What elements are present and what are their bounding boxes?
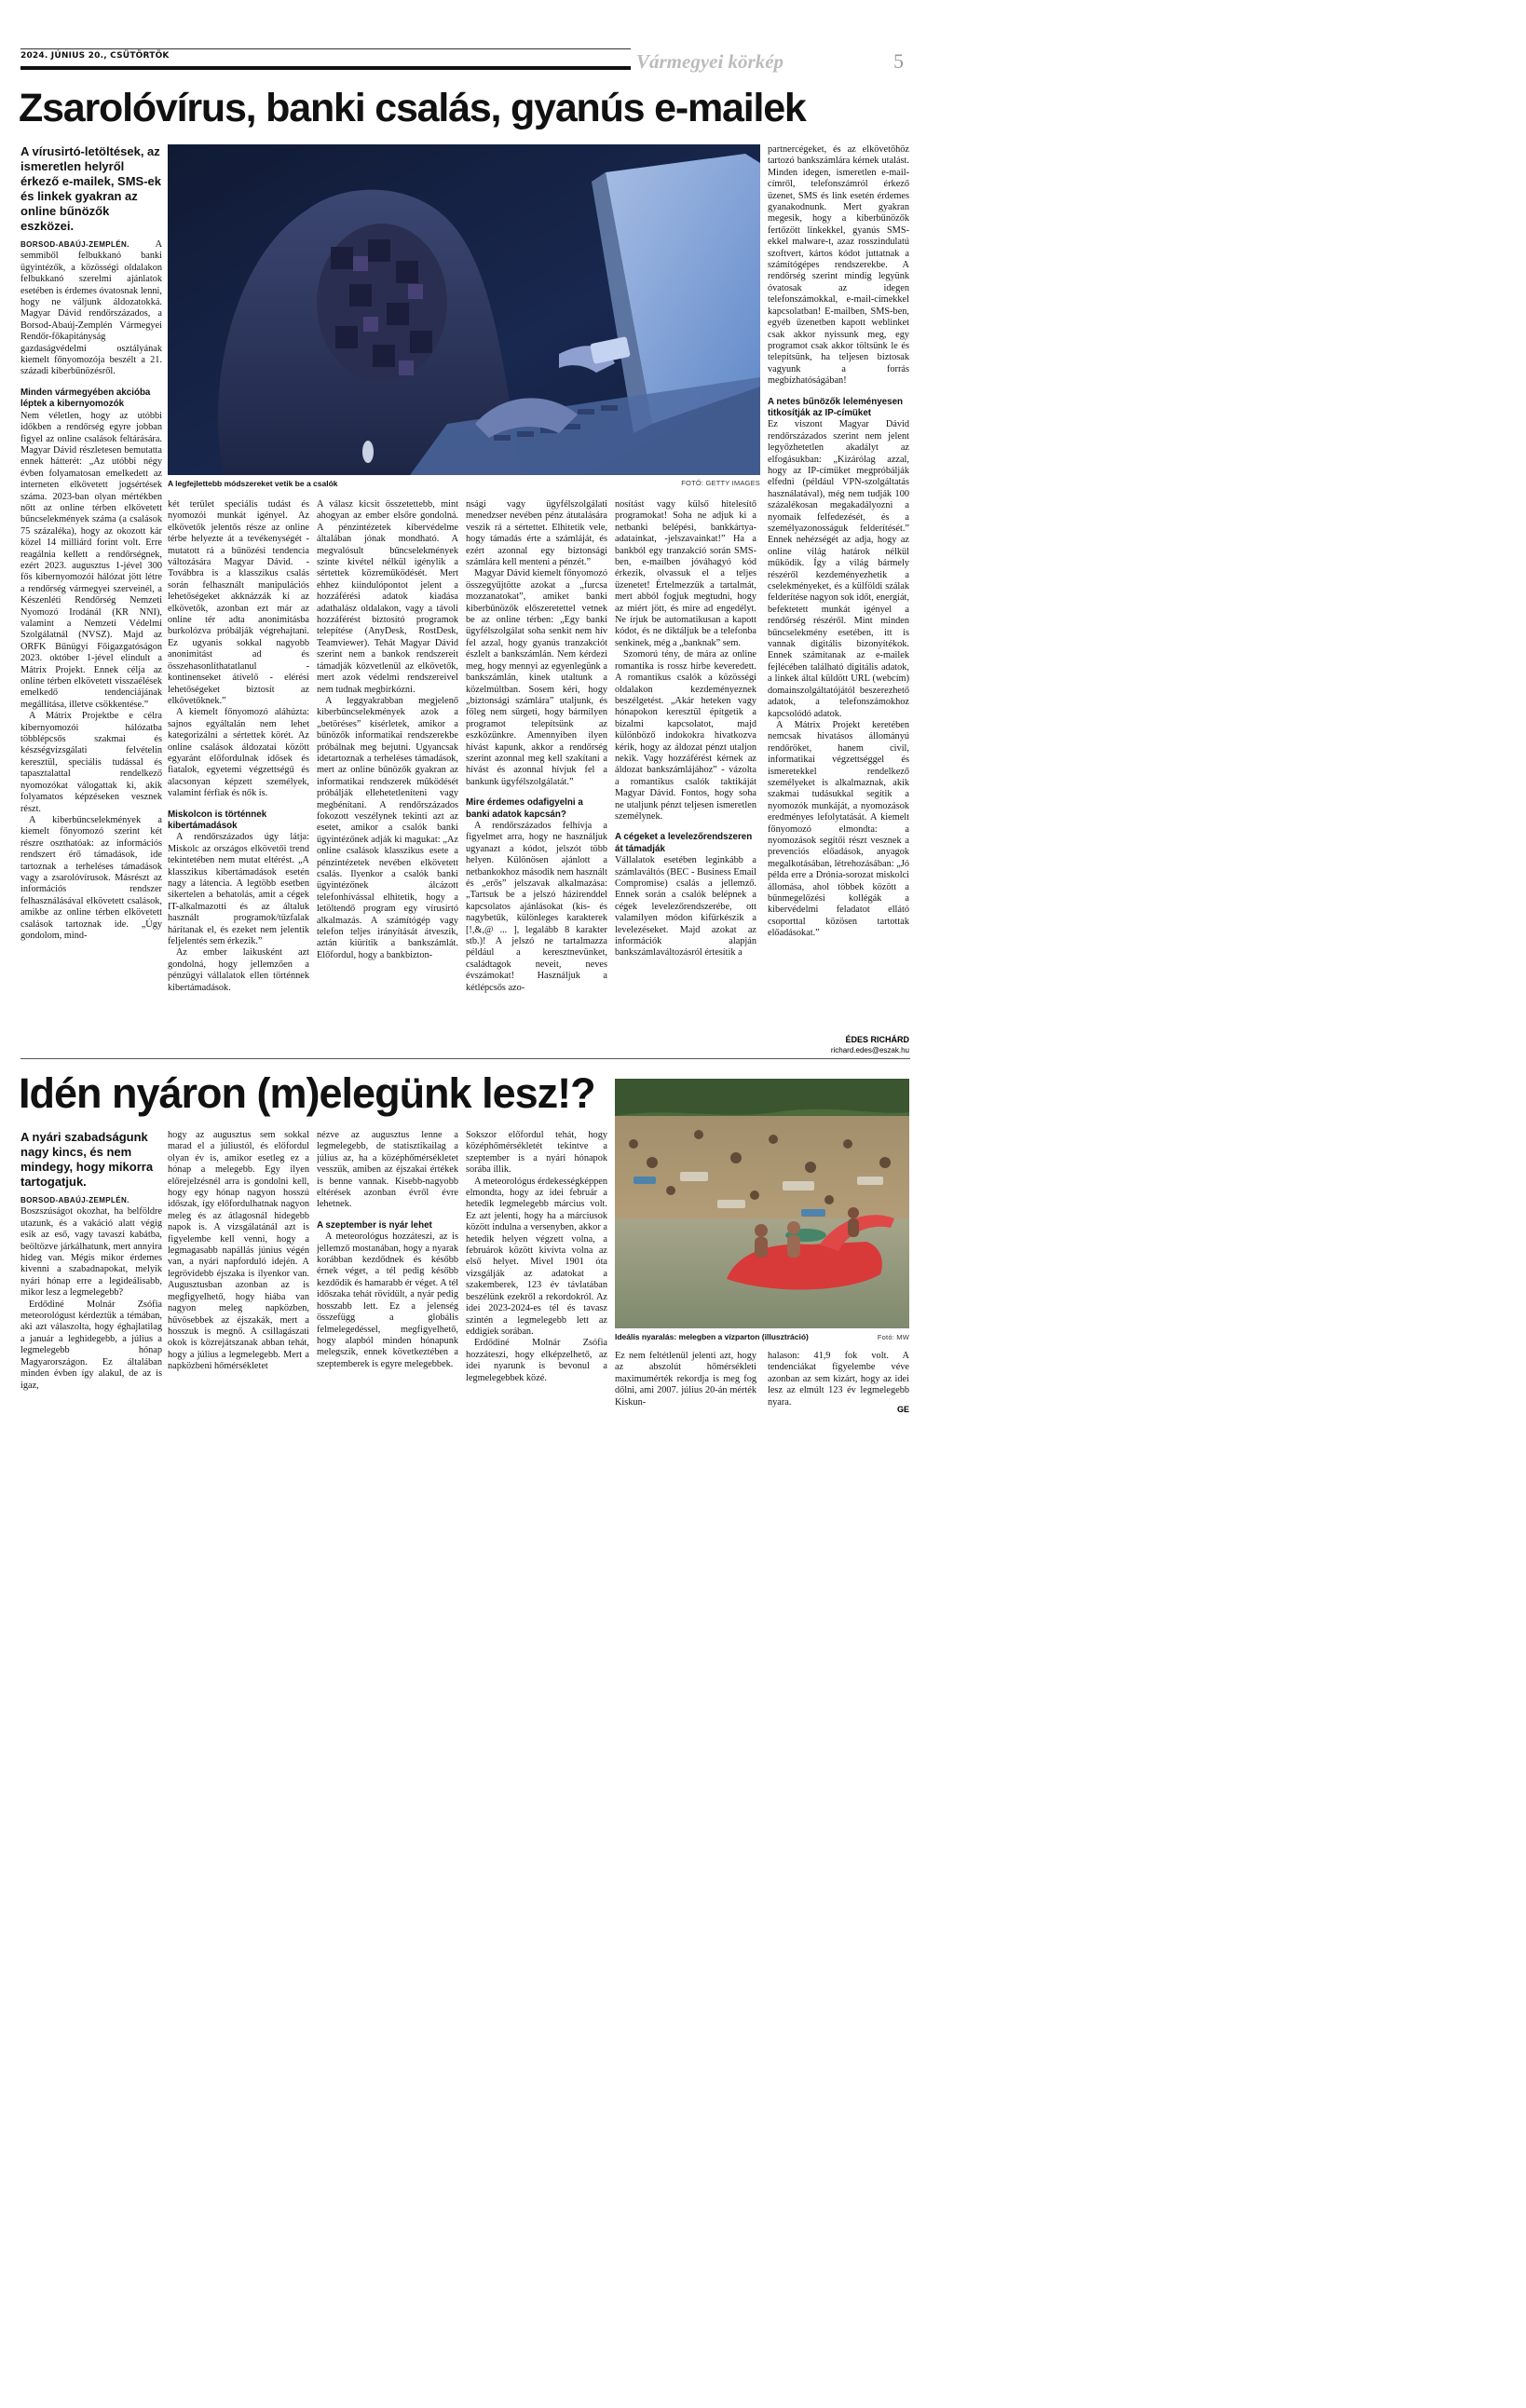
article1-column-2	[168, 499, 309, 1056]
beach-photo	[615, 1079, 909, 1328]
article2-column-6	[768, 1351, 909, 1435]
article1-col5-paragraph-3: Vállalatok esetében leginkább a számlaváltós (BEC - Business Email Compromise) csalás a jellemző. Ennek során a csalók belépnek a cégek levelezőrendszerébe, ott valamilyen módon kifürkészik a levelezéseket. Majd azokat az információk alapján bankszámlaváltozásról értesítik a	[615, 855, 756, 959]
section-title: Vármegyei körkép	[636, 50, 784, 73]
article1-col6-paragraph-3: A Mátrix Projekt keretében nemcsak hivatásos állományú rendőröket, hanem civil, informatikai végzettséggel és ismeretekkel rendelkező személyeket is alkalmaznak, akik szakmai tudásukkal segítik a nyomozók munkáját, a nyomozások eredményes lefolytatását. A kiemelt főnyomozó elmondta: a nyomozások segítői részt vesznek a prevenciós előadások, anyagok megalkotásában, létrehozásában: „Jó példa erre a Drónia-sorozat miskolci állomása, ahol többek között a bűnmegelőzési kollégák a kibervédelmi feladatot ellátó csoporttal közösen tartottak előadásokat.”	[768, 719, 909, 939]
article2-subheading-1: A szeptember is nyár lehet	[317, 1219, 432, 1231]
article2-col1-paragraph-1: Boszszúságot okozhat, ha belföldre utazunk, és a vakáció alatt végig esik az eső, vagy tavaszi kabátba, beöltözve járkálhatunk, mert annyira hideg van. Mégis mikor érdemes kivenni a szabadnapokat, melyik nyári hónap erre a legideálisabb, mikor lesz a legmelegebb?	[20, 1206, 162, 1299]
article1-author-email[interactable]: richard.edes@eszak.hu	[830, 1046, 909, 1054]
article1-intro: A semmiből felbukkanó banki ügyintézők, a közösségi oldalakon felbukkanó szerelmi ajánlatok esetében is érdemes óvatosnak lenni, hogy ne váljunk áldozatokká. Magyar Dávid rendőrszázados, a Borsod-Abaúj-Zemplén Vármegyei Rendőr-főkapitányság gazdaságvédelmi osztályának kiemelt főnyomozója beszélt a 21. századi kiberbűnözésről.	[20, 239, 162, 377]
article1-col4-paragraph-3: A rendőrszázados felhívja a figyelmet arra, hogy ne használjuk ugyanazt a kódot, jelszót több helyen. Különösen ajánlott a netbankokhoz második nem használt és „erős” jelszavak alkalmazása: „Tartsuk be a jelszó házirenddel kapcsolatos ajánlásokat (kis- és nagybetűk, különleges karakterek [!,&,@ ... ], legalább 8 karakter stb.)! A jelszó ne tartalmazza például a keresztnevünket, családtagok neveit, neves évszámokat! Használjuk a kétlépcsős azo-	[466, 820, 607, 993]
article1-col6-paragraph-2: Ez viszont Magyar Dávid rendőrszázados szerint nem jelent legyőzhetetlen akadályt az elfogásukban: „Kizárólag azzal, hogy az IP-címüket megpróbálják elfedni (például VPN-szolgáltatás használatával), még nem tudják 100 százalékosan megakadályozni a nyomaik felfedezését, és a személyazonosságuk felderítését.” Ennek nehézségét az adja, hogy az online világ határok nélkül működik. Így a világ bármely részéről kezdeményezhetik a cselekményeket, és a külföldi szálak felderítése nagyon sok időt, energiát, befektetett munkát igényel a rendőrség részéről. Mint minden bűncselekmény esetében, itt is vannak digitális bizonyítékok. Ennek számítanak az e-mailek fejlécében található digitális adatok, a linkek által küldött URL (webcím) domainszolgáltatójától beszerezhető adatok, a telefonszámokhoz kapcsolódó adatok.	[768, 419, 909, 719]
article1-col1-paragraph-1: Nem véletlen, hogy az utóbbi időkben a rendőrség egyre jobban figyel az online csalások feltárására. Magyar Dávid részletesen bemutatta ennek hátterét: „Az utóbbi négy évben folyamatosan emelkedett az interneten elkövetett jogsértések száma. 2023-ban olyan mértékben nőtt az online térben elkövetett bűncselekmények száma (a csalások 75 százaléka), hogy az okozott kár közel 14 milliárd forint volt. Erre reagálnia kellett a rendőrségnek, ezért 2023. augusztus 1-jével 300 fős kibernyomozói hálózat jött létre a rendőrség vármegyei szerveinél, a Készenléti Rendőrség Nemzeti Nyomozó Irodánál (KR NNI), valamint a Nemzeti Védelmi Szolgálatnál (NVSZ). Majd az ORFK Bűnügyi Főigazgatóságon 2023. október 1-jével elindult a Mátrix Projekt. Ennek célja az online térben elkövetett visszaélések emelkedő tendenciájának megállítása, illetve csökkentése.”	[20, 410, 162, 710]
article1-lead: A vírusirtó-letöltések, az ismeretlen helyről érkező e-mailek, SMS-ek és linkek gyakran az online bűnözők eszközei.	[20, 144, 162, 233]
article1-subheading-4: A cégeket a levelezőrendszeren át támadják	[615, 832, 753, 854]
article1-column-3	[317, 499, 458, 1056]
article1-photo-caption: A legfejlettebb módszereket vetik be a csalók	[168, 479, 338, 488]
article1-col1-paragraph-2: A Mátrix Projektbe e célra kibernyomozói hálózatba többlépcsős szakmai és készségvizsgálati felvételin keresztül, speciális tudással és tapasztalattal rendelkező nyomozókat válogattak ki, akik folyamatos képzéseken vesznek részt.	[20, 711, 162, 814]
article2-placeline: BORSOD-ABAÚJ-ZEMPLÉN.	[20, 1196, 129, 1204]
hacker-illustration	[168, 144, 760, 475]
article1-col3-paragraph-1: A válasz kicsit összetettebb, mint ahogyan az ember elsőre gondolná. A pénzintézetek kibervédelme általában jónak mondható. A megvalósult bűncselekmények szinte kivétel nélkül igénylik a sértettek közreműködését. Mert ehhez kiindulópontot jelent a hozzáférési adatok kiadása adathalász oldalakon, vagy a távoli hozzáférést biztosító programok telepítése (AnyDesk, RostDesk, Teamviewer). Tehát Magyar Dávid szerint nem a bankok rendszereit támadják közvetlenül az elkövetők, mert azok védelmi rendszereivel nem tudnak megbirkózni.	[317, 499, 458, 695]
article2-col4-paragraph-3: Erdődiné Molnár Zsófia hozzáteszi, hogy elképzelhető, az idei nyarunk is bevonul a legmelegebbek közé.	[466, 1338, 607, 1383]
article2-photo-caption: Ideális nyaralás: melegben a vízparton (illusztráció)	[615, 1332, 809, 1341]
article2-column-1	[20, 1195, 162, 1449]
article1-headline: Zsarolóvírus, banki csalás, gyanús e-mailek	[19, 86, 806, 130]
article1-placeline: BORSOD-ABAÚJ-ZEMPLÉN.	[20, 240, 129, 249]
article1-photo-credit: FOTÓ: GETTY IMAGES	[681, 479, 760, 487]
article1-column-6	[768, 144, 909, 1031]
article2-col4-paragraph-2: A meteorológus érdekességképpen elmondta, hogy az idei február a hetedik legmelegebb március volt. Ez azt jelenti, hogy ha a márciusok között indulna a versenyben, akkor a hetedik helyen végzett volna, a februárok között kivívta volna az első helyet. Mivel 1901 óta vizsgálják az adatokat a szakemberek, 123 év távlatában beszélünk ezekről a rekordokról. Az idei 2023-2024-es tél és tavasz szintén a legmelegebb lett az eddigiek sorában.	[466, 1176, 607, 1337]
issue-date: 2024. JÚNIUS 20., CSÜTÖRTÖK	[20, 51, 170, 61]
article2-col6-paragraph-1: halason: 41,9 fok volt. A tendenciákat figyelembe véve azonban az sem kizárt, hogy az idei lesz az elmúlt 123 év legmelegebb nyara.	[768, 1351, 909, 1408]
lakeside-illustration	[615, 1079, 909, 1328]
newspaper-page	[0, 0, 923, 1457]
article1-col4-paragraph-1: nsági vagy ügyfélszolgálati menedzser nevében pénz átutalására veszik rá a sértettet. Elhitetik vele, hogy támadás érte a számláját, és ezért azonnal egy biztonsági számlára kell menteni a pénzét.”	[466, 499, 607, 568]
article2-column-2	[168, 1130, 309, 1449]
article2-col2-paragraph-1: hogy az augusztus sem sokkal marad el a júliustól, és előfordul olyan év is, amikor esetleg ez a hónap a melegebb. Egy ilyen előrejelzésnél arra is gondolni kell, hogy egy hónap nagyon hosszú időszak, így előfordulhatnak nagyon meleg és az átlagosnál hidegebb napok is. A vizsgálatánál azt is figyelembe kell venni, hogy a legmagasabb napállás június végén van, a nyári napforduló idején. A legrövidebb éjszaka is ilyenkor van. Augusztusban azonban az is megfigyelhető, hogy hiába van nagyon meleg napközben, hűvösebbek az éjszakák, mert a hosszuk is megnő. A csillagászati okok is közrejátszanak abban tehát, hogy a július a legmelegebb. Mert a napközbeni hőmérsékletet	[168, 1130, 309, 1372]
article2-column-3	[317, 1130, 458, 1449]
article1-col5-paragraph-2: Szomorú tény, de mára az online romantika is rossz hírbe keveredett. A romantikus csalók a közösségi oldalakon kezdeményeznek beszélgetést. „Akár heteken vagy hónapokon keresztül építgetik a bizalmi kapcsolatot, majd különböző indokokra hivatkozva kérik, hogy az áldozat pénzt utaljon nekik. Vagy hozzáférést kérnek az áldozat bankszámlájához” - vázolta a romantikus csalók taktikáját Magyar Dávid. Fontos, hogy soha ne utaljunk pénzt teljesen ismeretlen személynek.	[615, 649, 756, 822]
article1-col2-paragraph-4: Az ember laikusként azt gondolná, hogy jellemzően a pénzügyi vállalatok ellen történnek kibertámadások.	[168, 947, 309, 993]
article1-col6-paragraph-1: partnercégeket, és az elkövetőhöz tartozó bankszámlára kérnek utalást. Minden idegen, ismeretlen e-mail-címről, telefonszámról érkező üzenet, SMS és link esetén érdemes gyanakodnunk. Mert gyakran megesik, hogy a kiberbűnözők fertőzött linkekkel, gyanús SMS-ekkel malware-t, azaz rosszindulatú szoftvert, kártos kódot juttatnak a számítógépes rendszerekbe. A rendőrség szerint mindig legyünk óvatosak az idegen telefonszámokkal, e-mail-címekkel kapcsolatban! E-mailben, SMS-ben, egyéb üzenetben kapott weblinket csak akkor nyissunk meg, egy programot csak akkor töltsünk le és telepítsünk, ha teljesen biztosak vagyunk a forrás megbízhatóságában!	[768, 144, 909, 387]
article-separator	[20, 1058, 910, 1059]
article2-headline: Idén nyáron (m)elegünk lesz!?	[19, 1069, 595, 1117]
article1-col5-paragraph-1: nosítást vagy külső hitelesítő programokat! Soha ne adjuk ki a netbanki belépési, bankkártya-adatainkat, -jelszavainkat!” Ha a bankból egy tranzakció során SMS-ben, e-mailben jóváhagyó kód érkezik, olvassuk el a teljes üzenetet! Értelmezzük a tartalmát, mert abból fogjuk megtudni, hogy az miért jött, és mire ad engedélyt. Ne írjuk be automatikusan a kapott kódot, és ne diktáljuk be a telefonba senkinek, még a „banknak” sem.	[615, 499, 756, 648]
article1-column-5	[615, 499, 756, 1056]
article1-subheading-1: Minden vármegyében akcióba léptek a kibernyomozók	[20, 387, 151, 410]
article1-col2-paragraph-2: A kiemelt főnyomozó aláhúzta: sajnos egyáltalán nem lehet kategorizálni a sértettek körét. Az online csalások áldozatai között egyaránt előfordulnak idősek és fiatalok, egyetemi végzettségű és alacsonyan képzett személyek, valamint férfiak és nők is.	[168, 707, 309, 799]
article2-col1-paragraph-2: Erdődiné Molnár Zsófia meteorológust kérdeztük a témában, aki azt válaszolta, hogy éghajlatilag a január a leghidegebb, a július a legmelegebb hónap Magyarországon. Ez általában minden évben így alakul, de az is igaz,	[20, 1299, 162, 1391]
article2-column-5	[615, 1351, 756, 1449]
article1-col3-paragraph-2: A leggyakrabban megjelenő kiberbűncselekmények azok a „betöréses” kísérletek, amikor a bűnözők informatikai rendszerekbe próbálnak meg bejutni. Ugyancsak idetartoznak a terheléses támadások, mert az online bűnözők gyakran az informatikai rendszerek működését próbálják ellehetetleníteni vagy megbénítani. A rendőrszázados fokozott veszélynek tekinti azt az esetet, amikor a csalók banki ügyintézőnek adják ki magukat: „Az online csalások klasszikus esete a pénzintézetek nevében elkövetett csalás. Ilyenkor a csalók banki ügyintézőnek álcázott telefonhívással elhitetik, hogy a letöltendő program egy vírusirtó alkalmazás. A számítógép vagy telefon teljes irányítását átveszik, aztán kiürítik a bankszámlát. Előfordul, hogy a bankbizton-	[317, 695, 458, 960]
article2-photo-credit: Fotó: MW	[877, 1333, 909, 1341]
page-number: 5	[893, 49, 904, 73]
article1-subheading-5: A netes bűnözők leleményesen titkosítják az IP-címüket	[768, 396, 904, 418]
article1-col1-paragraph-3: A kiberbűncselekmények a kiemelt főnyomozó szerint két részre oszthatóak: az információs rendszert érő támadások, ide tartoznak a terheléses támadások vagy a zsarolóvírusok. Másrészt az információs rendszer felhasználásával elkövetett csalások, amikbe az online térben elkövetett csalások tartoznak ide. „Úgy gondolom, mind-	[20, 814, 162, 941]
article2-col3-paragraph-1: nézve az augusztus lenne a legmelegebb, de statisztikailag a július az, ha a középhőmérsékletet vesszük, amiben az éjszakai értékek is benne vannak. Kisebb-nagyobb eltérések azonban évről évre lehetnek.	[317, 1130, 458, 1210]
article1-column-4	[466, 499, 607, 1056]
hacker-photo	[168, 144, 760, 475]
header-bottom-rule	[20, 66, 631, 70]
article1-subheading-3: Mire érdemes odafigyelni a banki adatok kapcsán?	[466, 797, 583, 820]
article1-subheading-2: Miskolcon is történnek kibertámadások	[168, 809, 267, 831]
header-top-rule	[20, 48, 631, 49]
article1-col2-paragraph-1: két terület speciális tudást és nyomozói munkát igényel. Az elkövetők jelentős része az online térbe helyezte át a tevékenységét - mutatott rá a bűnözési tendencia változására Magyar Dávid. - Továbbra is a klasszikus csalás során felhasznált manipulációs lehetőségeket akknázzák ki az elkövetők, azonban ezt már az online tér adta anonimitásba burkolózva próbálják végrehajtani. Ez ugyanis sokkal nagyobb anonimitást ad és összehasonlíthatatlanul - kontinenseket átívelő - elérési lehetőségeket biztosít az elkövetőknek.”	[168, 499, 309, 706]
article1-author: ÉDES RICHÁRD	[845, 1035, 909, 1044]
article2-lead: A nyári szabadságunk nagy kincs, és nem mindegy, hogy mikorra tartogatjuk.	[20, 1130, 154, 1189]
article2-col4-paragraph-1: Sokszor előfordul tehát, hogy középhőmérsékletét tekintve a szeptember is a nyári hónapok sorába illik.	[466, 1130, 607, 1176]
article2-col5-paragraph-1: Ez nem feltétlenül jelenti azt, hogy az abszolút hőmérsékleti maximumérték rekordja is meg fog dőlni, ami 2007. július 20-án mérték Kiskun-	[615, 1351, 756, 1408]
article2-column-4	[466, 1130, 607, 1449]
article1-col2-paragraph-3: A rendőrszázados úgy látja: Miskolc az országos elkövetői trend tekintetében nem mutat eltérést. „A klasszikus kibertámadások esetén nagy a látencia. A legtöbb esetben sikertelen a behatolás, amit a cégek IT-alkalmazotti és az általuk használt programok/tűzfalak hárítanak el, és ezeket nem jelentik feljelentés sem érkezik.”	[168, 832, 309, 947]
article2-col3-paragraph-2: A meteorológus hozzáteszi, az is jellemző mostanában, hogy a nyarak korábban kezdődnek és később érnek véget, a tél pedig később kezdődik és hamarabb ér véget. A tél időszaka tehát rövidült, a nyár pedig hosszabb lett. Ez a jelenség összefügg a globális felmelegedéssel, megfigyelhető, hogy alapból minden hónapunk melegszik, ennek következtében a szeptemberek is egyre melegebbek.	[317, 1231, 458, 1369]
article2-author: GE	[896, 1405, 909, 1414]
article1-col4-paragraph-2: Magyar Dávid kiemelt főnyomozó összegyűjtötte azokat a „furcsa mozzanatokat”, amiket banki kiberbűnözők előszeretettel vetnek be az online térben: „Egy banki ügyfélszolgálat soha senkit nem hív fel azzal, hogy gyanús tranzakciót észlelt a bankszámlán. Nem kérdezi meg, hogy mennyi az egyenlegünk a bankszámlán, kinek utaltunk a közelmúltban. Sosem kéri, hogy „biztonsági számlára” utaljunk, és főleg nem sürgeti, hogy bármilyen programot telepítsünk az eszközünkre. Amennyiben ilyen hívást kapunk, akkor a rendőrség szerint azonnal meg kell szakítani a hívást és azonnal hívjuk fel a bankunk ügyfélszolgálatát.”	[466, 568, 607, 787]
article1-column-1	[20, 239, 162, 1054]
